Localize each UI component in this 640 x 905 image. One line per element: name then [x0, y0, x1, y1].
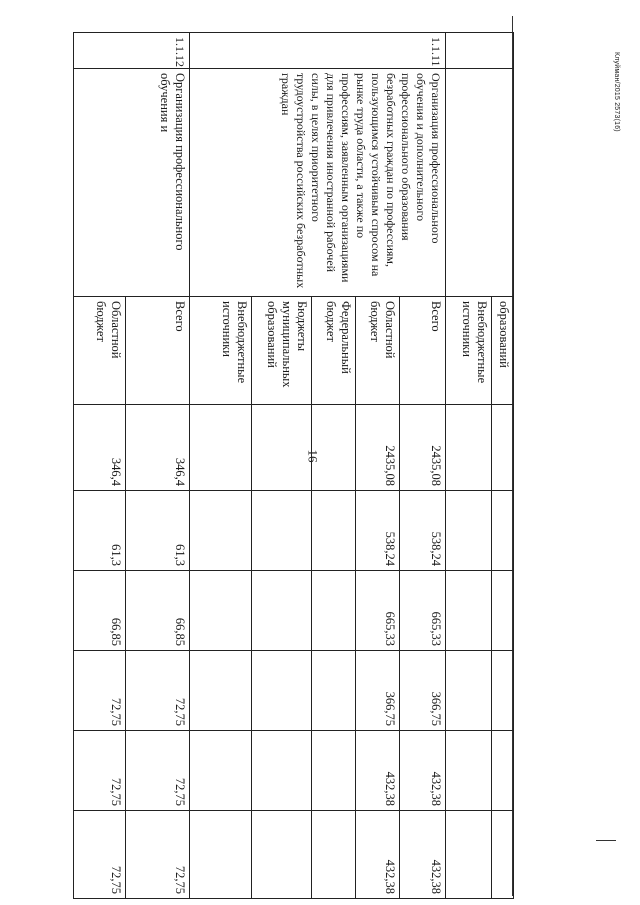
cell-v6: 432,38 — [400, 811, 446, 899]
cell-v2: 61,3 — [126, 491, 190, 571]
cell-v2: 538,24 — [356, 491, 400, 571]
cell-source: Бюджеты муниципальных образований — [252, 297, 312, 405]
cell-source: Всего — [400, 297, 446, 405]
cell-v4 — [446, 651, 492, 731]
cell-v5 — [190, 731, 252, 811]
cell-v5: 72,75 — [126, 731, 190, 811]
cell-name — [446, 69, 514, 297]
cell-v2 — [446, 491, 492, 571]
cell-v3 — [312, 571, 356, 651]
cell-v5 — [446, 731, 492, 811]
cell-v3: 66,85 — [126, 571, 190, 651]
cell-v6: 432,38 — [356, 811, 400, 899]
cell-source: Внебюджетные источники — [190, 297, 252, 405]
cell-v1 — [252, 405, 312, 491]
cell-v5 — [492, 731, 514, 811]
cell-v2: 538,24 — [400, 491, 446, 571]
cell-v3: 665,33 — [400, 571, 446, 651]
cell-v4 — [312, 651, 356, 731]
cell-v4: 72,75 — [74, 651, 126, 731]
cell-v1 — [312, 405, 356, 491]
table-row — [492, 33, 514, 899]
cell-source: Федеральный бюджет — [312, 297, 356, 405]
footer-code: Клуйман/2015 2573(16) — [613, 52, 620, 132]
cell-v1: 346,4 — [74, 405, 126, 491]
margin-line-right — [596, 840, 616, 841]
cell-v6 — [312, 811, 356, 899]
cell-v5: 432,38 — [356, 731, 400, 811]
cell-source: Внебюджетные источники — [446, 297, 492, 405]
cell-v4: 366,75 — [356, 651, 400, 731]
cell-name: Организация профессионального обучения и дополнительного профессионального образования безработных граждан по профессиям, пользующимся устойчивым спросом на рынке труда области, а также по профессиям, заявленным организациями для привлечения иностранной рабочей силы, в целях приоритетного трудоустройства российских безработных граждан — [190, 69, 446, 297]
cell-v5: 432,38 — [400, 731, 446, 811]
page-number: 16 — [305, 449, 321, 463]
cell-code: 1.1.12 — [74, 33, 190, 69]
cell-v6 — [190, 811, 252, 899]
cell-v1: 2435,08 — [356, 405, 400, 491]
budget-table — [73, 32, 514, 899]
cell-v4 — [252, 651, 312, 731]
cell-code — [446, 33, 514, 69]
cell-v5 — [312, 731, 356, 811]
cell-v1 — [446, 405, 492, 491]
cell-name: Организация профессионального обучения и — [74, 69, 190, 297]
cell-v2: 61,3 — [74, 491, 126, 571]
cell-v1: 2435,08 — [400, 405, 446, 491]
rotated-table-wrapper — [74, 32, 514, 898]
cell-v6 — [446, 811, 492, 899]
cell-v3 — [252, 571, 312, 651]
cell-v6 — [252, 811, 312, 899]
cell-v3 — [492, 571, 514, 651]
cell-v3: 665,33 — [356, 571, 400, 651]
cell-v6: 72,75 — [74, 811, 126, 899]
cell-v1 — [190, 405, 252, 491]
cell-source: Областной бюджет — [356, 297, 400, 405]
cell-v2 — [492, 491, 514, 571]
cell-v5: 72,75 — [74, 731, 126, 811]
cell-source: Областной бюджет — [74, 297, 126, 405]
cell-v2 — [252, 491, 312, 571]
cell-v4: 366,75 — [400, 651, 446, 731]
cell-v3 — [190, 571, 252, 651]
cell-v1 — [492, 405, 514, 491]
cell-v2 — [312, 491, 356, 571]
cell-v1: 346,4 — [126, 405, 190, 491]
table-row — [400, 33, 446, 899]
cell-v4 — [190, 651, 252, 731]
cell-source: Всего — [126, 297, 190, 405]
cell-v4: 72,75 — [126, 651, 190, 731]
cell-v4 — [492, 651, 514, 731]
table-sheet — [74, 32, 514, 898]
table-row — [126, 33, 190, 899]
cell-v2 — [190, 491, 252, 571]
cell-v5 — [252, 731, 312, 811]
cell-v3: 66,85 — [74, 571, 126, 651]
cell-v3 — [446, 571, 492, 651]
cell-v6: 72,75 — [126, 811, 190, 899]
cell-code: 1.1.11 — [190, 33, 446, 69]
cell-v6 — [492, 811, 514, 899]
cell-source: образований — [492, 297, 514, 405]
